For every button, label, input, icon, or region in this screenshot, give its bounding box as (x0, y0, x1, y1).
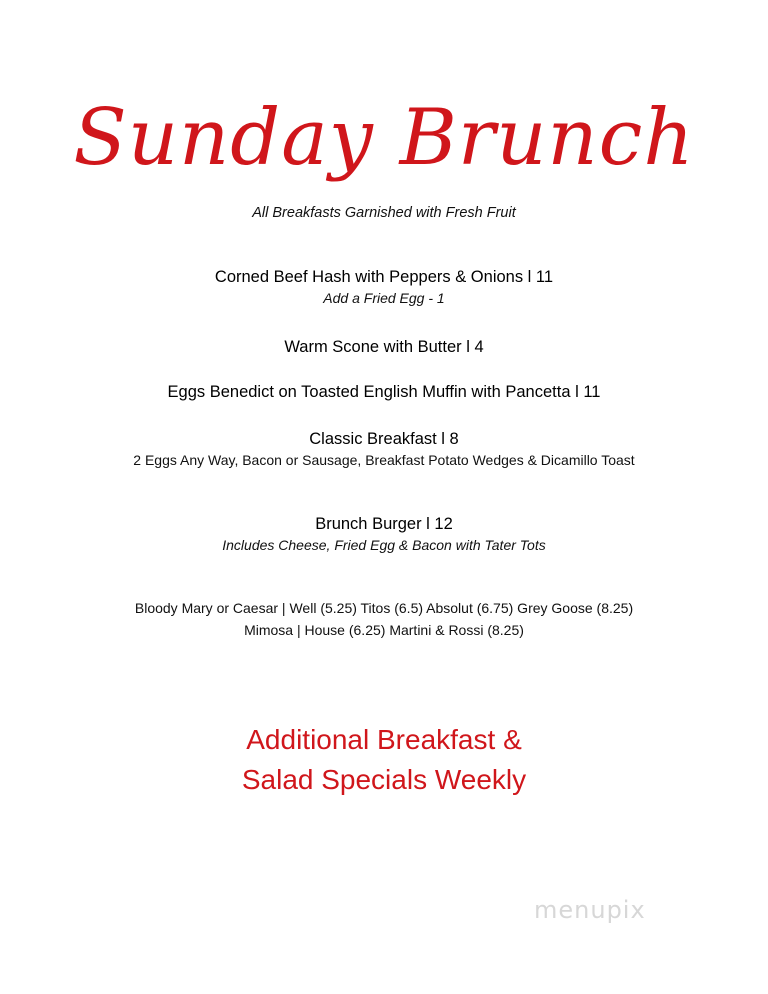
item-note: Add a Fried Egg - 1 (323, 290, 445, 306)
menu-item-warm-scone (0, 336, 768, 358)
drinks-section (0, 597, 768, 641)
item-note: Includes Cheese, Fried Egg & Bacon with Tater Tots (222, 537, 546, 553)
item-name: Brunch Burger l 12 (315, 515, 453, 533)
item-name: Eggs Benedict on Toasted English Muffin with Pancetta l 11 (167, 383, 601, 401)
menu-item-eggs-benedict (0, 381, 768, 403)
menupix-watermark: menupix (534, 896, 646, 924)
specials-line: Additional Breakfast & (246, 724, 522, 755)
drink-line-mimosa: Mimosa | House (6.25) Martini & Rossi (8.25) (244, 622, 524, 638)
item-note: 2 Eggs Any Way, Bacon or Sausage, Breakfast Potato Wedges & Dicamillo Toast (133, 452, 635, 468)
menu-item-classic-breakfast (0, 428, 768, 470)
specials-line: Salad Specials Weekly (241, 764, 527, 795)
menu-item-corned-beef-hash (0, 266, 768, 308)
item-name: Classic Breakfast l 8 (309, 430, 459, 448)
item-name: Corned Beef Hash with Peppers & Onions l 11 (214, 268, 554, 286)
drink-line-bloody-mary: Bloody Mary or Caesar | Well (5.25) Titos (6.5) Absolut (6.75) Grey Goose (8.25) (134, 600, 634, 616)
menu-title: Sunday Brunch (73, 93, 695, 183)
menu-item-brunch-burger (0, 513, 768, 555)
item-name: Warm Scone with Butter l 4 (284, 338, 484, 356)
menu-subtitle: All Breakfasts Garnished with Fresh Fruit (252, 205, 516, 221)
weekly-specials-note (0, 720, 768, 800)
